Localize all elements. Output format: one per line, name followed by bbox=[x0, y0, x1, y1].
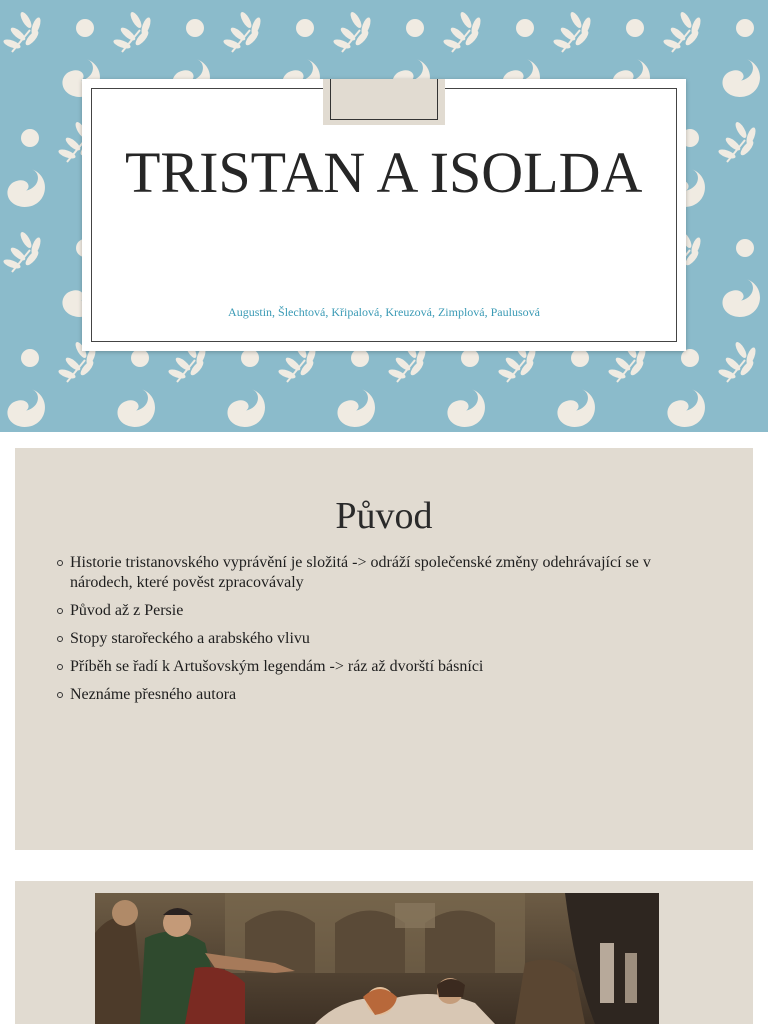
bullet-icon bbox=[57, 664, 63, 670]
list-item: Příběh se řadí k Artušovským legendám -> ráz až dvorští básníci bbox=[57, 657, 717, 677]
title-slide bbox=[0, 0, 768, 432]
list-item: Původ až z Persie bbox=[57, 601, 717, 621]
bullet-icon bbox=[57, 608, 63, 614]
list-item: Historie tristanovského vyprávění je složitá -> odráží společenské změny odehrávající se v národech, které pověst zpracovávaly bbox=[57, 553, 717, 593]
bullet-icon bbox=[57, 560, 63, 566]
painting-slide bbox=[15, 881, 753, 1024]
title-tab-decoration bbox=[323, 79, 445, 125]
origin-slide bbox=[15, 448, 753, 850]
list-item: Stopy starořeckého a arabského vlivu bbox=[57, 629, 717, 649]
origin-heading: Původ bbox=[335, 495, 433, 537]
bullet-icon bbox=[57, 636, 63, 642]
presentation-title: TRISTAN A ISOLDA bbox=[125, 140, 643, 205]
origin-bullet-list bbox=[57, 553, 717, 713]
title-card bbox=[82, 79, 686, 351]
bullet-icon bbox=[57, 692, 63, 698]
painting-tristan-isolde bbox=[95, 893, 659, 1024]
authors-line: Augustin, Šlechtová, Křipalová, Kreuzová, Zimplová, Paulusová bbox=[228, 305, 540, 319]
list-item: Neznáme přesného autora bbox=[57, 685, 717, 705]
title-card-border bbox=[91, 88, 677, 342]
